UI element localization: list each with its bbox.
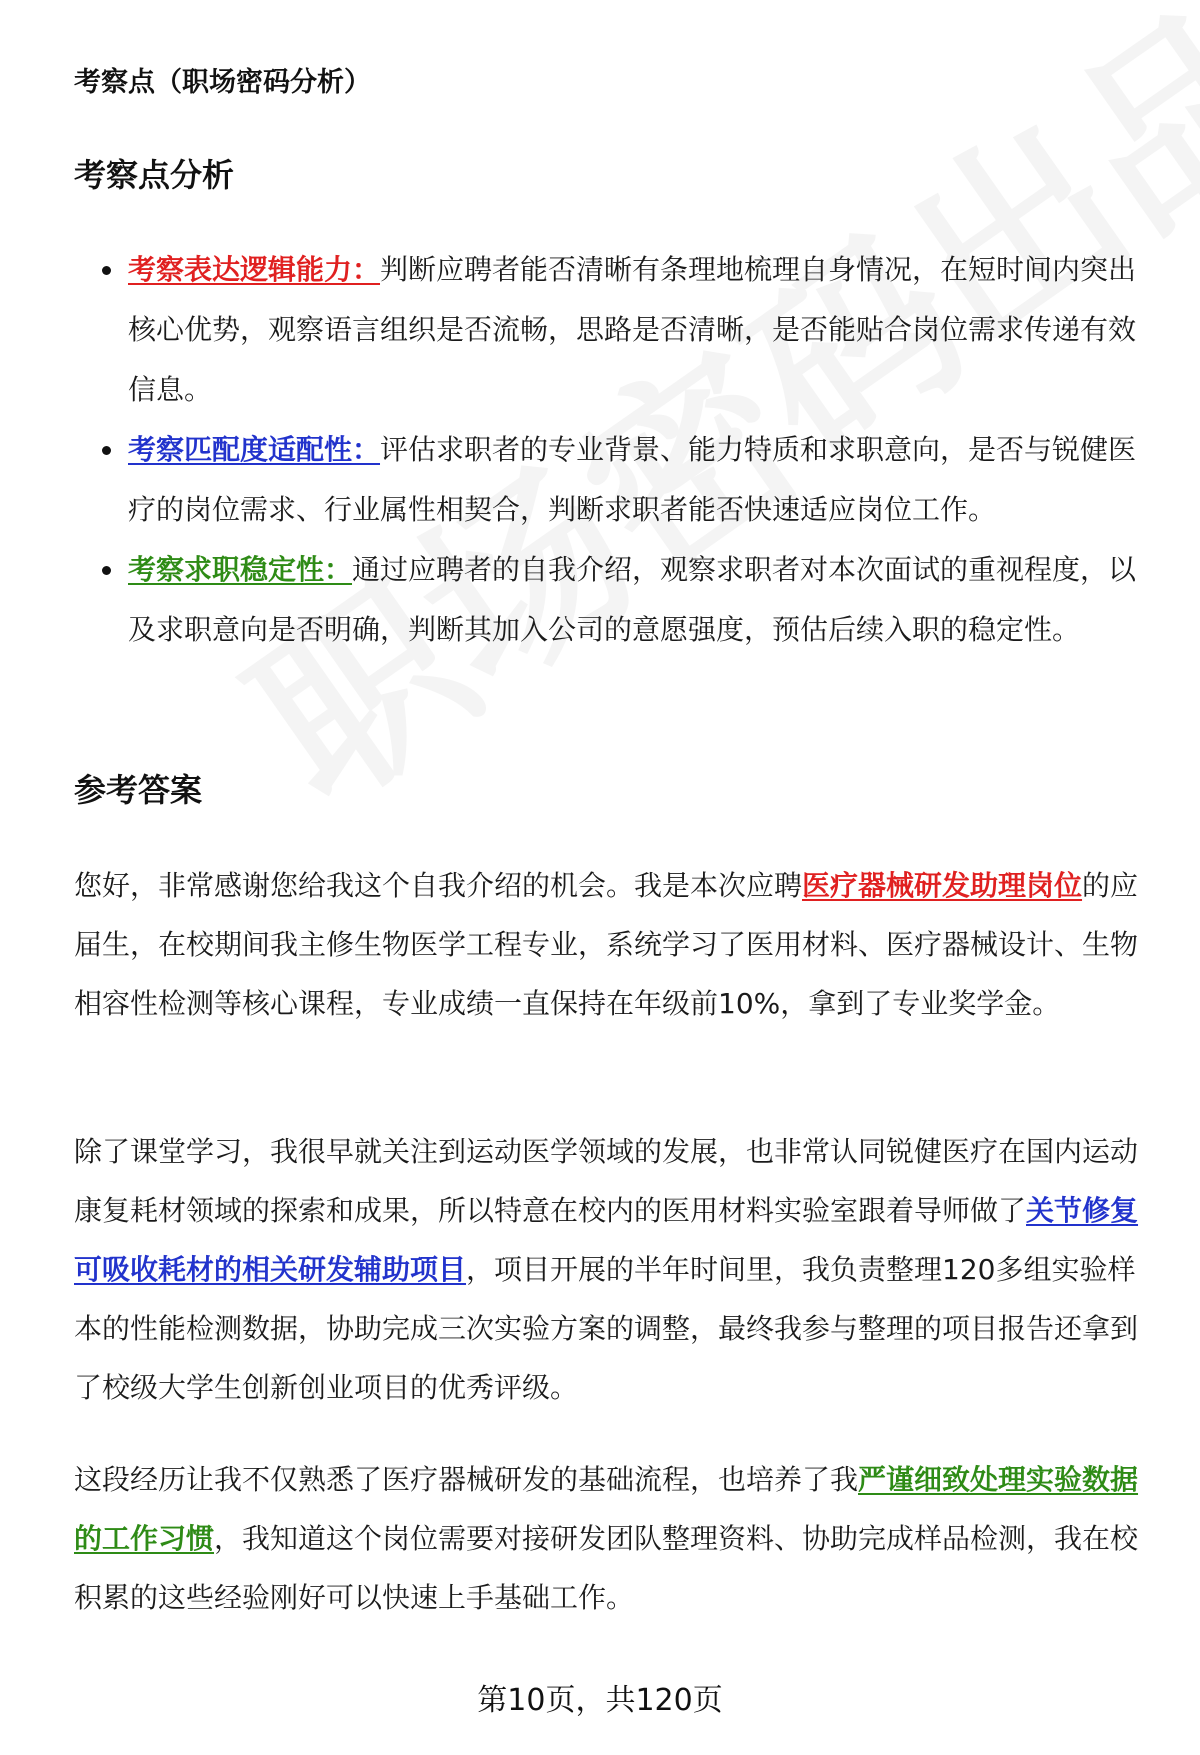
answer-paragraph [74, 856, 1149, 1033]
point-keyword: 考察求职稳定性： [128, 553, 353, 586]
paragraph-text: 的应届生，在校期间我主修生物医学工程专业，系统学习了医用材料、医疗器械设计、生物相容性检测等核心课程，专业成绩一直保持在年级前10%，拿到了专业奖学金。 [74, 869, 1139, 1020]
point-keyword: 考察匹配度适配性： [128, 433, 381, 466]
point-keyword: 考察表达逻辑能力： [128, 253, 381, 286]
page-number: 第10页，共120页 [477, 1683, 723, 1718]
analysis-point-list [74, 240, 1144, 660]
analysis-point [74, 240, 1144, 420]
highlight-text: 医疗器械研发助理岗位 [802, 869, 1083, 902]
paragraph-text: ，我知道这个岗位需要对接研发团队整理资料、协助完成样品检测，我在校积累的这些经验刚好可以快速上手基础工作。 [74, 1522, 1139, 1614]
paragraph-text: 这段经历让我不仅熟悉了医疗器械研发的基础流程，也培养了我 [74, 1463, 859, 1496]
bullet-icon [102, 566, 111, 575]
section-heading-answer: 参考答案 [74, 771, 203, 809]
document-title: 考察点（职场密码分析） [74, 67, 371, 98]
paragraph-text: ，项目开展的半年时间里，我负责整理120多组实验样本的性能检测数据，协助完成三次实验方案的调整，最终我参与整理的项目报告还拿到了校级大学生创新创业项目的优秀评级。 [74, 1253, 1139, 1404]
point-text: 评估求职者的专业背景、能力特质和求职意向，是否与锐健医疗的岗位需求、行业属性相契合，判断求职者能否快速适应岗位工作。 [128, 433, 1137, 526]
analysis-point [74, 420, 1144, 540]
bullet-icon [102, 266, 111, 275]
answer-paragraph [74, 1122, 1149, 1417]
section-heading-analysis: 考察点分析 [74, 156, 235, 194]
highlight-text: 严谨细致处理实验数据的工作习惯 [74, 1463, 1139, 1555]
point-text: 判断应聘者能否清晰有条理地梳理自身情况，在短时间内突出核心优势，观察语言组织是否流畅，思路是否清晰，是否能贴合岗位需求传递有效信息。 [128, 253, 1137, 406]
analysis-point [74, 540, 1144, 660]
highlight-text: 关节修复可吸收耗材的相关研发辅助项目 [74, 1194, 1139, 1286]
point-text: 通过应聘者的自我介绍，观察求职者对本次面试的重视程度，以及求职意向是否明确，判断其加入公司的意愿强度，预估后续入职的稳定性。 [128, 553, 1137, 646]
paragraph-text: 您好，非常感谢您给我这个自我介绍的机会。我是本次应聘 [74, 869, 803, 902]
answer-paragraph [74, 1450, 1149, 1627]
paragraph-text: 除了课堂学习，我很早就关注到运动医学领域的发展，也非常认同锐健医疗在国内运动康复耗材领域的探索和成果，所以特意在校内的医用材料实验室跟着导师做了 [74, 1135, 1139, 1227]
bullet-icon [102, 446, 111, 455]
